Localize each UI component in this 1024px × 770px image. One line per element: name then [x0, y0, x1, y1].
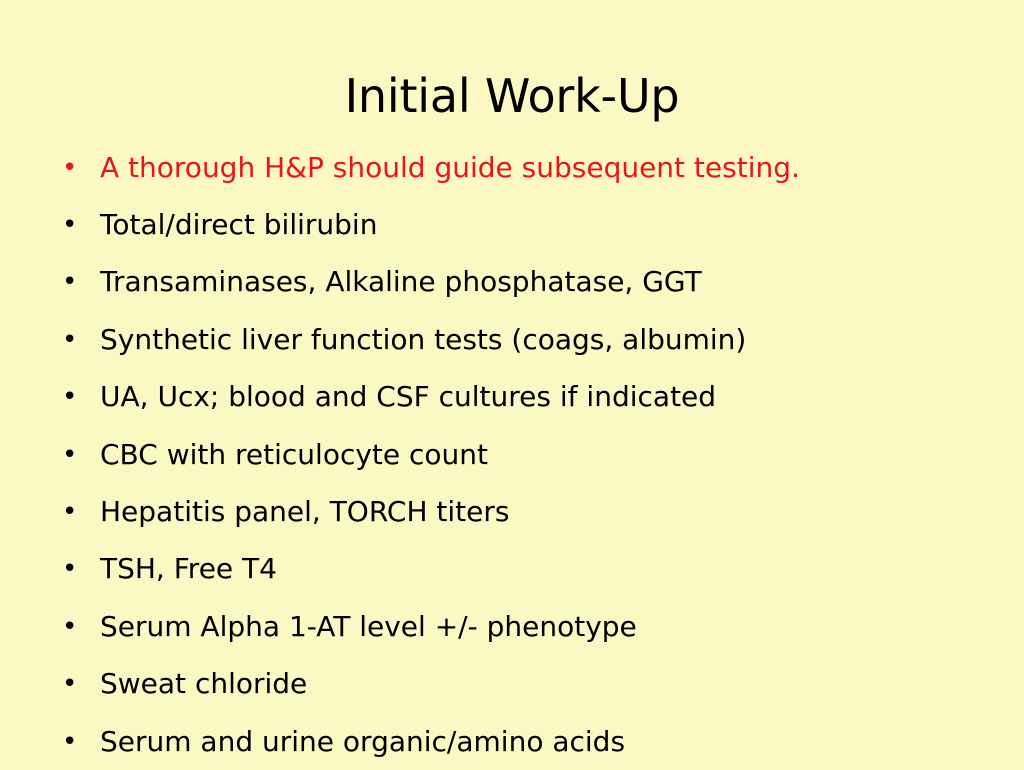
- bullet-item: [62, 656, 1002, 713]
- bullet-text: Hepatitis panel, TORCH titers: [100, 495, 510, 529]
- bullet-list: [62, 139, 1002, 770]
- bullet-item: [62, 196, 1002, 253]
- bullet-text: A thorough H&P should guide subsequent testing.: [100, 150, 800, 184]
- bullet-item: [62, 426, 1002, 483]
- bullet-icon: •: [62, 210, 78, 241]
- bullet-item: [62, 483, 1002, 540]
- bullet-item: [62, 139, 1002, 196]
- bullet-text: Synthetic liver function tests (coags, albumin): [100, 322, 747, 356]
- slide-title: Initial Work-Up: [344, 69, 680, 123]
- bullet-item: [62, 713, 1002, 770]
- bullet-text: UA, Ucx; blood and CSF cultures if indicated: [100, 380, 717, 414]
- bullet-icon: •: [62, 726, 78, 757]
- bullet-text: Transaminases, Alkaline phosphatase, GGT: [100, 265, 702, 299]
- bullet-item: [62, 254, 1002, 311]
- bullet-text: CBC with reticulocyte count: [100, 437, 489, 471]
- bullet-icon: •: [62, 324, 78, 355]
- bullet-text: Total/direct bilirubin: [100, 208, 378, 242]
- bullet-icon: •: [62, 152, 78, 183]
- bullet-icon: •: [62, 611, 78, 642]
- bullet-text: Serum Alpha 1-AT level +/- phenotype: [100, 609, 637, 643]
- bullet-item: [62, 598, 1002, 655]
- bullet-item: [62, 311, 1002, 368]
- bullet-text: TSH, Free T4: [100, 552, 277, 586]
- bullet-icon: •: [62, 382, 78, 413]
- bullet-icon: •: [62, 554, 78, 585]
- bullet-item: [62, 369, 1002, 426]
- bullet-item: [62, 541, 1002, 598]
- bullet-icon: •: [62, 669, 78, 700]
- bullet-icon: •: [62, 267, 78, 298]
- bullet-icon: •: [62, 439, 78, 470]
- bullet-text: Serum and urine organic/amino acids: [100, 724, 626, 758]
- bullet-icon: •: [62, 497, 78, 528]
- bullet-text: Sweat chloride: [100, 667, 308, 701]
